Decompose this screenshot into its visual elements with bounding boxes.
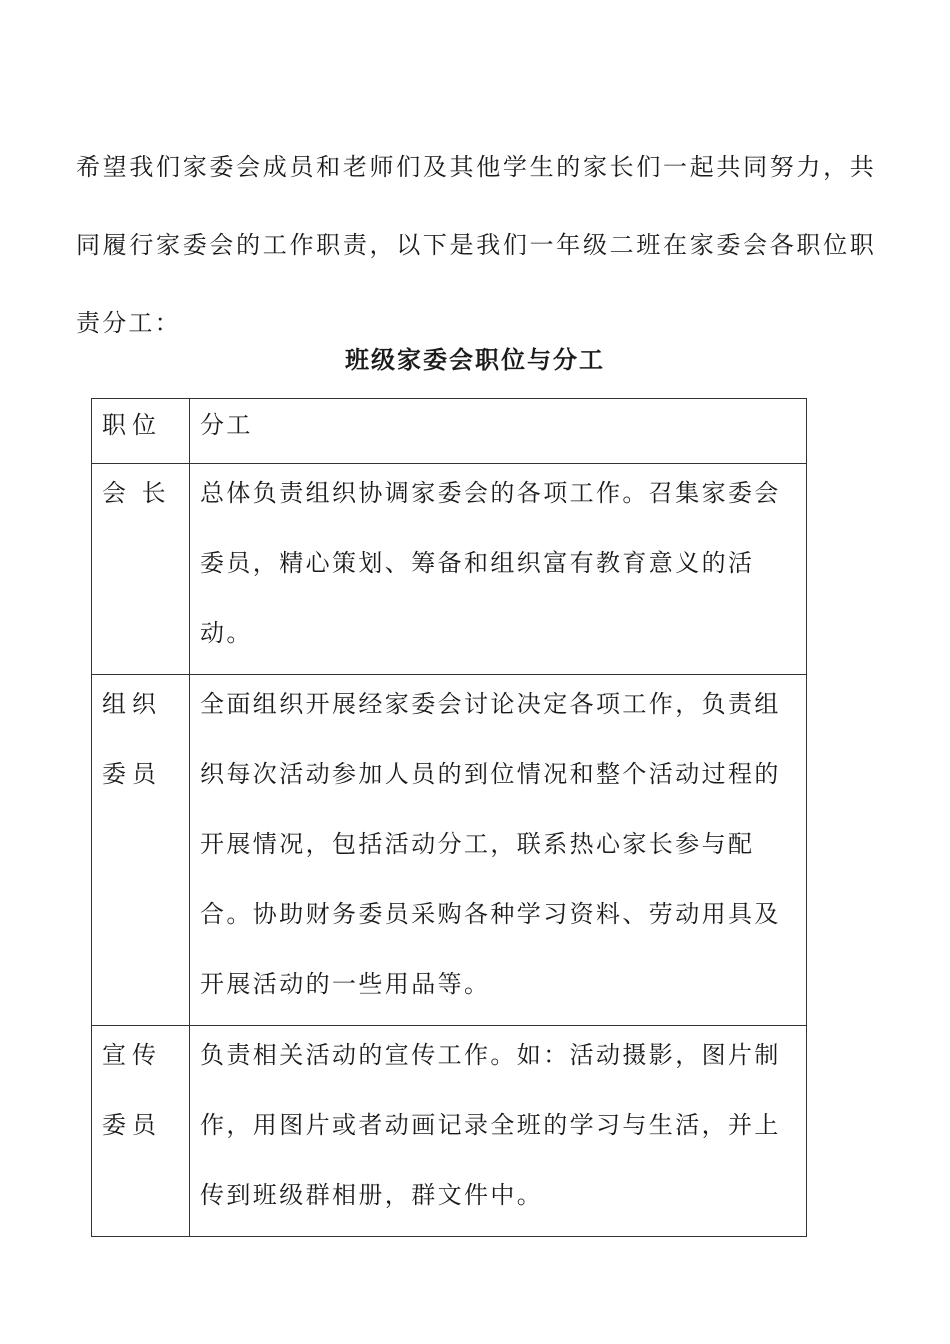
- intro-paragraph: 希望我们家委会成员和老师们及其他学生的家长们一起共同努力，共同履行家委会的工作职责，以下是我们一年级二班在家委会各职位职责分工：: [76, 153, 876, 337]
- role-cell: [92, 1026, 190, 1237]
- role-label-organizer: 组织委员: [102, 690, 162, 788]
- table-row: [92, 464, 807, 675]
- header-role-cell: [92, 399, 190, 464]
- duty-cell: [190, 464, 807, 675]
- header-duty-label: 分工: [200, 411, 253, 439]
- header-role-label: 职位: [102, 411, 162, 439]
- duties-table: [91, 398, 807, 1237]
- table-header-row: [92, 399, 807, 464]
- role-cell: [92, 675, 190, 1026]
- table-title: 班级家委会职位与分工: [345, 345, 605, 374]
- table-row: [92, 1026, 807, 1237]
- table-row: [92, 675, 807, 1026]
- role-cell: [92, 464, 190, 675]
- duty-cell: [190, 675, 807, 1026]
- duty-text-president: 总体负责组织协调家委会的各项工作。召集家委会委员，精心策划、筹备和组织富有教育意义的活动。: [200, 479, 781, 647]
- role-label-president: 会 长: [102, 479, 170, 507]
- role-label-publicity: 宣传委员: [102, 1041, 162, 1139]
- duty-text-organizer: 全面组织开展经家委会讨论决定各项工作，负责组织每次活动参加人员的到位情况和整个活动过程的开展情况，包括活动分工，联系热心家长参与配合。协助财务委员采购各种学习资料、劳动用具及开展活动的一些用品等。: [200, 690, 781, 998]
- duty-cell: [190, 1026, 807, 1237]
- header-duty-cell: [190, 399, 807, 464]
- duty-text-publicity: 负责相关活动的宣传工作。如：活动摄影，图片制作，用图片或者动画记录全班的学习与生活，并上传到班级群相册，群文件中。: [200, 1041, 781, 1209]
